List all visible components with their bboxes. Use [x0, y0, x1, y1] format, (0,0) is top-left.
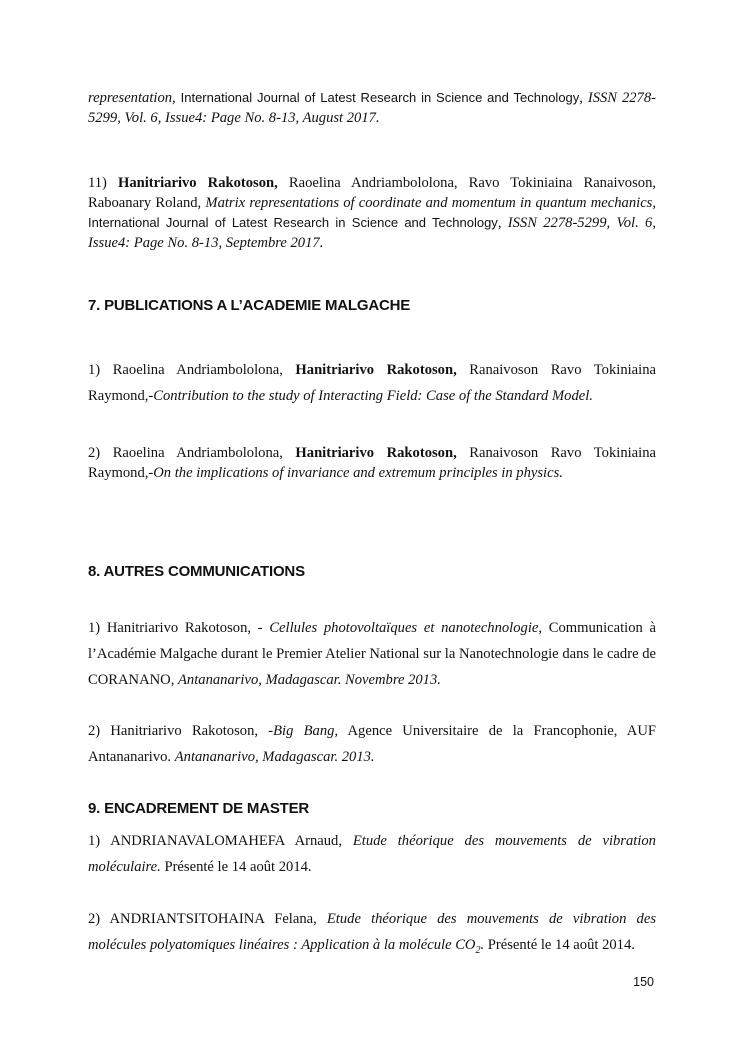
- ref11-authors: Raoelina Andriambololona, Ravo Tokiniaina Ranaivoson, Raboanary Roland,: [88, 175, 657, 211]
- s9-item2-pre: 2) ANDRIANTSITOHAINA Felana,: [88, 911, 327, 927]
- s8-item2-post: Agence Universitaire de la Francophonie, AUF Antananarivo.: [88, 723, 656, 765]
- s8-item2-pre: 2) Hanitriarivo Rakotoson, -: [88, 723, 274, 739]
- s7-item1-num: 1): [88, 362, 113, 378]
- section-8-heading: 8. AUTRES COMMUNICATIONS: [88, 563, 305, 580]
- s9-item2-subscript: 2: [475, 944, 481, 956]
- reference-11: [88, 173, 656, 253]
- section-7-item-1: [88, 357, 656, 409]
- ref11-num: 11): [88, 175, 118, 191]
- section-8-item-2: [88, 718, 656, 770]
- s8-item1-pre: 1) Hanitriarivo Rakotoson, -: [88, 620, 270, 636]
- s8-item2-title: Big Bang,: [273, 723, 339, 739]
- reference-10-tail: [88, 88, 656, 128]
- s7-item2-pre: Raoelina Andriambololona,: [112, 445, 296, 461]
- s7-item2-post: Ranaivoson Ravo Tokiniaina Raymond,-: [88, 445, 656, 481]
- s9-item2-sub-tail: .: [480, 937, 485, 953]
- ref11-author-bold: Hanitriarivo Rakotoson,: [117, 175, 278, 191]
- section-9-item-2: [88, 906, 656, 964]
- s8-item1-place: Antananarivo, Madagascar. Novembre 2013.: [178, 672, 441, 688]
- section-9-item-1: [88, 828, 656, 880]
- ref10-journal: International Journal of Latest Research in Science and Technology: [180, 90, 580, 105]
- s7-item2-title: On the implications of invariance and extremum principles in physics.: [153, 465, 563, 481]
- s9-item2-post: Présenté le 14 août 2014.: [484, 937, 635, 953]
- section-8-item-1: [88, 615, 656, 693]
- ref11-details: , ISSN 2278-5299, Vol. 6, Issue4: Page No. 8-13, Septembre 2017.: [88, 215, 656, 251]
- s8-item1-title: Cellules photovoltaïques et nanotechnologie: [269, 620, 539, 636]
- s7-item2-bold: Hanitriarivo Rakotoson,: [295, 445, 457, 461]
- s7-item1-title: Contribution to the study of Interacting Field: Case of the Standard Model.: [153, 388, 593, 404]
- s8-item1-post: , Communication à l’Académie Malgache durant le Premier Atelier National sur la Nanotechnologie dans le cadre de CORANANO,: [88, 620, 656, 688]
- ref10-title: representation,: [88, 90, 176, 106]
- s7-item1-pre: Raoelina Andriambololona,: [112, 362, 296, 378]
- s9-item1-post: Présenté le 14 août 2014.: [160, 859, 312, 875]
- s9-item1-pre: 1) ANDRIANAVALOMAHEFA Arnaud,: [88, 833, 353, 849]
- ref11-title: Matrix representations of coordinate and momentum in quantum mechanics,: [205, 195, 656, 211]
- section-9-heading: 9. ENCADREMENT DE MASTER: [88, 800, 310, 817]
- s8-item2-place: Antananarivo, Madagascar. 2013.: [174, 749, 375, 765]
- section-7-heading: 7. PUBLICATIONS A L’ACADEMIE MALGACHE: [88, 297, 411, 314]
- page-number: 150: [633, 975, 654, 989]
- s7-item2-num: 2): [88, 445, 113, 461]
- section-7-item-2: [88, 443, 656, 483]
- s9-item1-title: Etude théorique des mouvements de vibration moléculaire.: [88, 833, 656, 875]
- ref10-details: , ISSN 2278-5299, Vol. 6, Issue4: Page No. 8-13, August 2017.: [88, 90, 656, 126]
- ref11-journal: International Journal of Latest Research in Science and Technology: [88, 215, 498, 230]
- s9-item2-title: Etude théorique des mouvements de vibration des molécules polyatomiques linéaires : Application à la molécule CO: [88, 911, 656, 953]
- s7-item1-post: Ranaivoson Ravo Tokiniaina Raymond,-: [88, 362, 656, 404]
- s7-item1-bold: Hanitriarivo Rakotoson,: [295, 362, 457, 378]
